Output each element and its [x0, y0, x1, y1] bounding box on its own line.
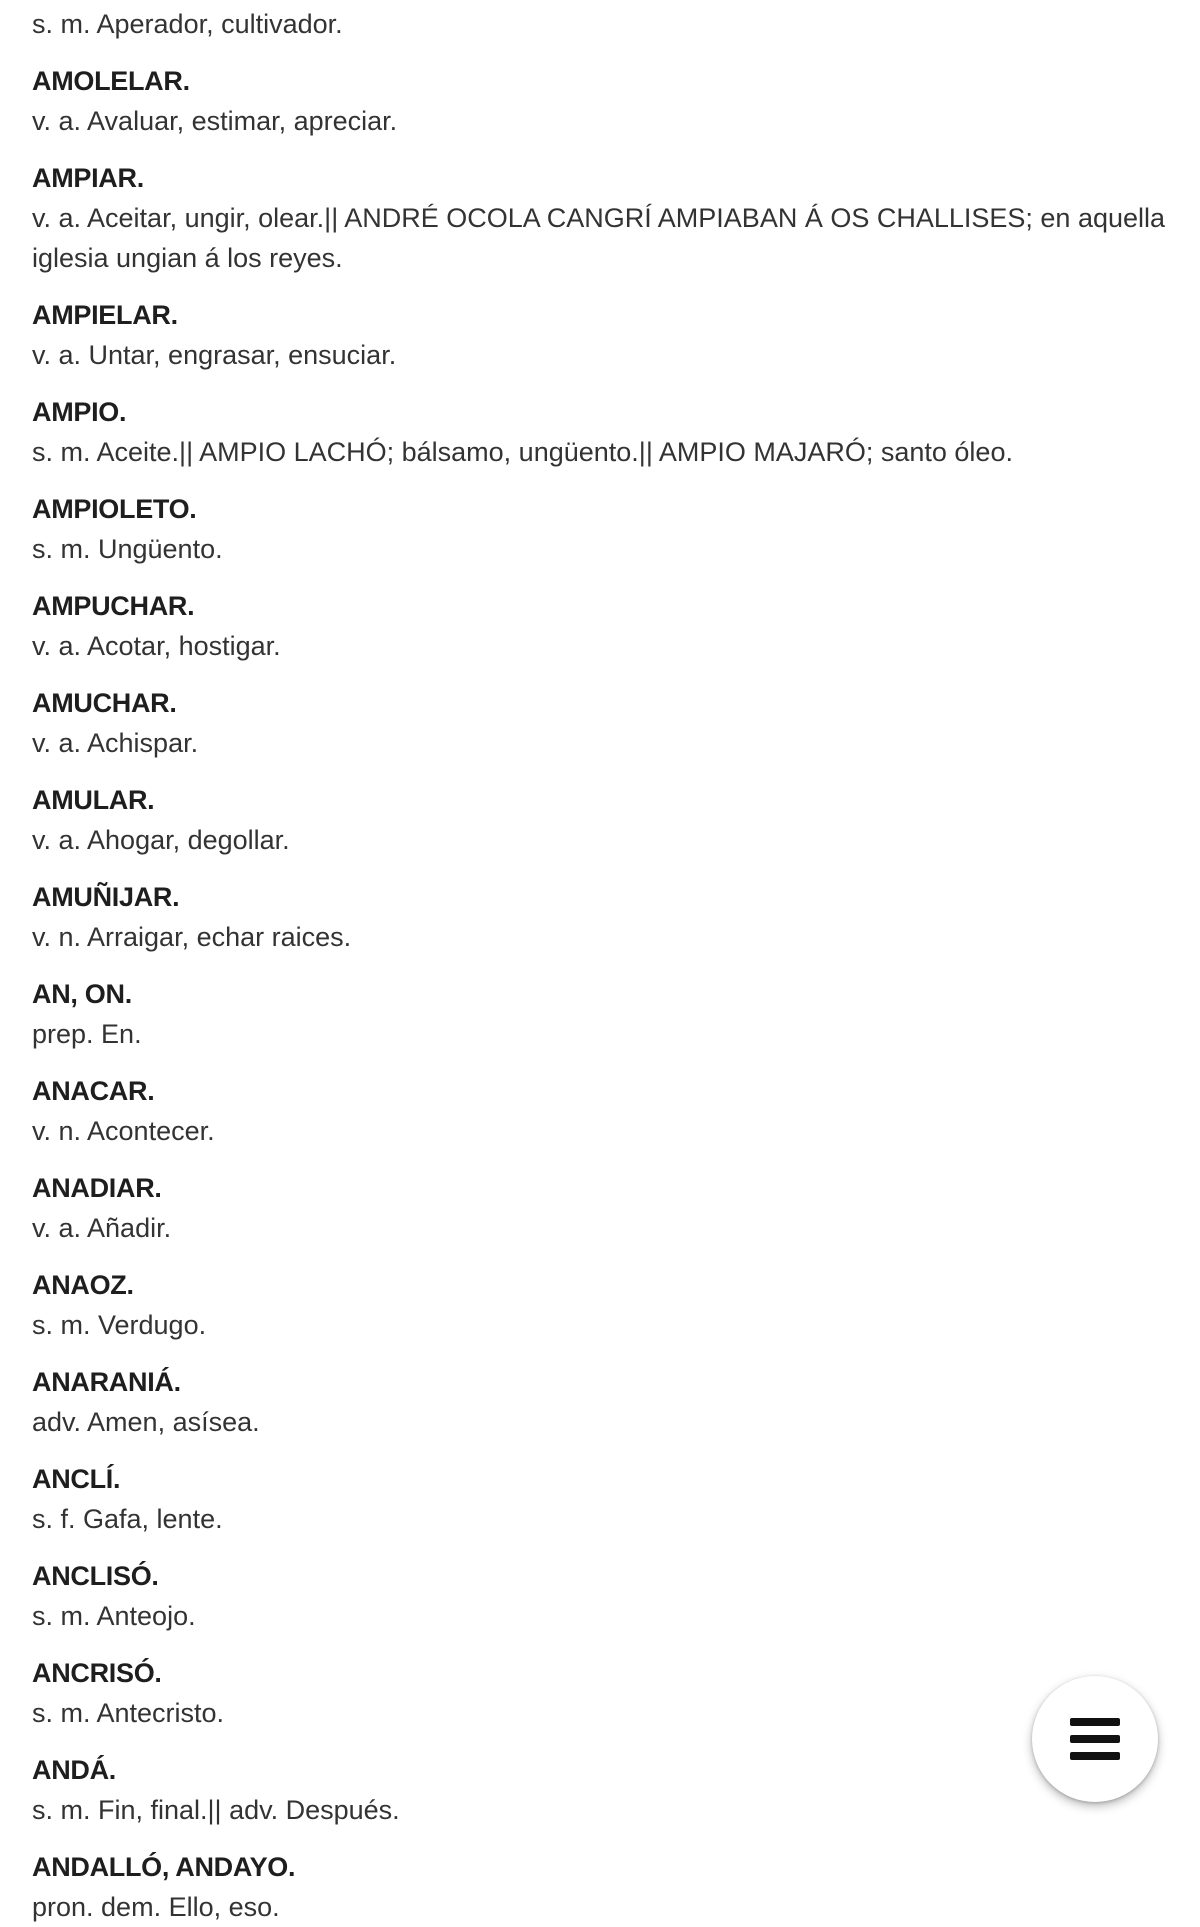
dictionary-entry: [32, 61, 1172, 141]
entry-definition: s. m. Aperador, cultivador.: [32, 9, 343, 39]
dictionary-entry: [32, 780, 1172, 860]
dictionary-entry: [32, 489, 1172, 569]
entry-term: AMUÑIJAR.: [32, 882, 180, 912]
entry-definition: s. m. Ungüento.: [32, 534, 223, 564]
entry-term: ANADIAR.: [32, 1173, 162, 1203]
entry-term: ANARANIÁ.: [32, 1367, 181, 1397]
dictionary-entry: [32, 1071, 1172, 1151]
entry-definition: v. a. Achispar.: [32, 728, 199, 758]
dictionary-entry: [32, 1265, 1172, 1345]
dictionary-entry: [32, 392, 1172, 472]
entry-term: ANACAR.: [32, 1076, 155, 1106]
entry-definition: v. a. Ahogar, degollar.: [32, 825, 290, 855]
entry-definition: v. n. Acontecer.: [32, 1116, 215, 1146]
entry-definition: prep. En.: [32, 1019, 142, 1049]
dictionary-entry: [32, 586, 1172, 666]
entry-term: AMOLELAR.: [32, 66, 190, 96]
dictionary-entry: [32, 4, 1172, 44]
entry-definition: v. a. Avaluar, estimar, apreciar.: [32, 106, 398, 136]
dictionary-entry: [32, 877, 1172, 957]
entry-definition: v. a. Untar, engrasar, ensuciar.: [32, 340, 397, 370]
menu-button[interactable]: [1032, 1676, 1158, 1802]
entry-term: ANCLISÓ.: [32, 1561, 159, 1591]
entry-term: AN, ON.: [32, 979, 132, 1009]
entry-term: ANCLÍ.: [32, 1464, 121, 1494]
entry-term: AMPIO.: [32, 397, 127, 427]
entry-definition: s. m. Aceite.|| AMPIO LACHÓ; bálsamo, ungüento.|| AMPIO MAJARÓ; santo óleo.: [32, 437, 1013, 467]
entry-definition: s. f. Gafa, lente.: [32, 1504, 223, 1534]
entry-term: AMPUCHAR.: [32, 591, 195, 621]
entry-term: AMPIELAR.: [32, 300, 178, 330]
entry-definition: v. a. Añadir.: [32, 1213, 172, 1243]
menu-icon: [1070, 1718, 1120, 1760]
dictionary-entry: [32, 1362, 1172, 1442]
dictionary-entry: [32, 1168, 1172, 1248]
entry-term: ANCRISÓ.: [32, 1658, 162, 1688]
entry-definition: s. m. Anteojo.: [32, 1601, 196, 1631]
entry-definition: v. a. Acotar, hostigar.: [32, 631, 281, 661]
dictionary-entry: [32, 295, 1172, 375]
entry-definition: adv. Amen, asísea.: [32, 1407, 260, 1437]
dictionary-entry: [32, 1556, 1172, 1636]
entry-definition: s. m. Antecristo.: [32, 1698, 225, 1728]
dictionary-entry: [32, 158, 1172, 278]
entry-term: AMULAR.: [32, 785, 155, 815]
entry-definition: s. m. Verdugo.: [32, 1310, 207, 1340]
entry-definition: pron. dem. Ello, eso.: [32, 1892, 280, 1922]
dictionary-entry: [32, 683, 1172, 763]
entry-term: AMPIAR.: [32, 163, 144, 193]
dictionary-entry: [32, 1459, 1172, 1539]
dictionary-entry: [32, 1653, 1172, 1733]
entry-definition: s. m. Fin, final.|| adv. Después.: [32, 1795, 400, 1825]
entry-term: AMPIOLETO.: [32, 494, 197, 524]
entry-definition: v. n. Arraigar, echar raices.: [32, 922, 352, 952]
entry-term: AMUCHAR.: [32, 688, 177, 718]
dictionary-entry: [32, 1847, 1172, 1927]
dictionary-entry: [32, 974, 1172, 1054]
entry-definition: v. a. Aceitar, ungir, olear.|| ANDRÉ OCOLA CANGRÍ AMPIABAN Á OS CHALLISES; en aquella iglesia ungian á los reyes.: [32, 203, 1166, 273]
entry-term: ANDALLÓ, ANDAYO.: [32, 1852, 296, 1882]
entry-term: ANAOZ.: [32, 1270, 134, 1300]
entry-term: ANDÁ.: [32, 1755, 116, 1785]
dictionary-entries: [32, 0, 1172, 1927]
dictionary-entry: [32, 1750, 1172, 1830]
